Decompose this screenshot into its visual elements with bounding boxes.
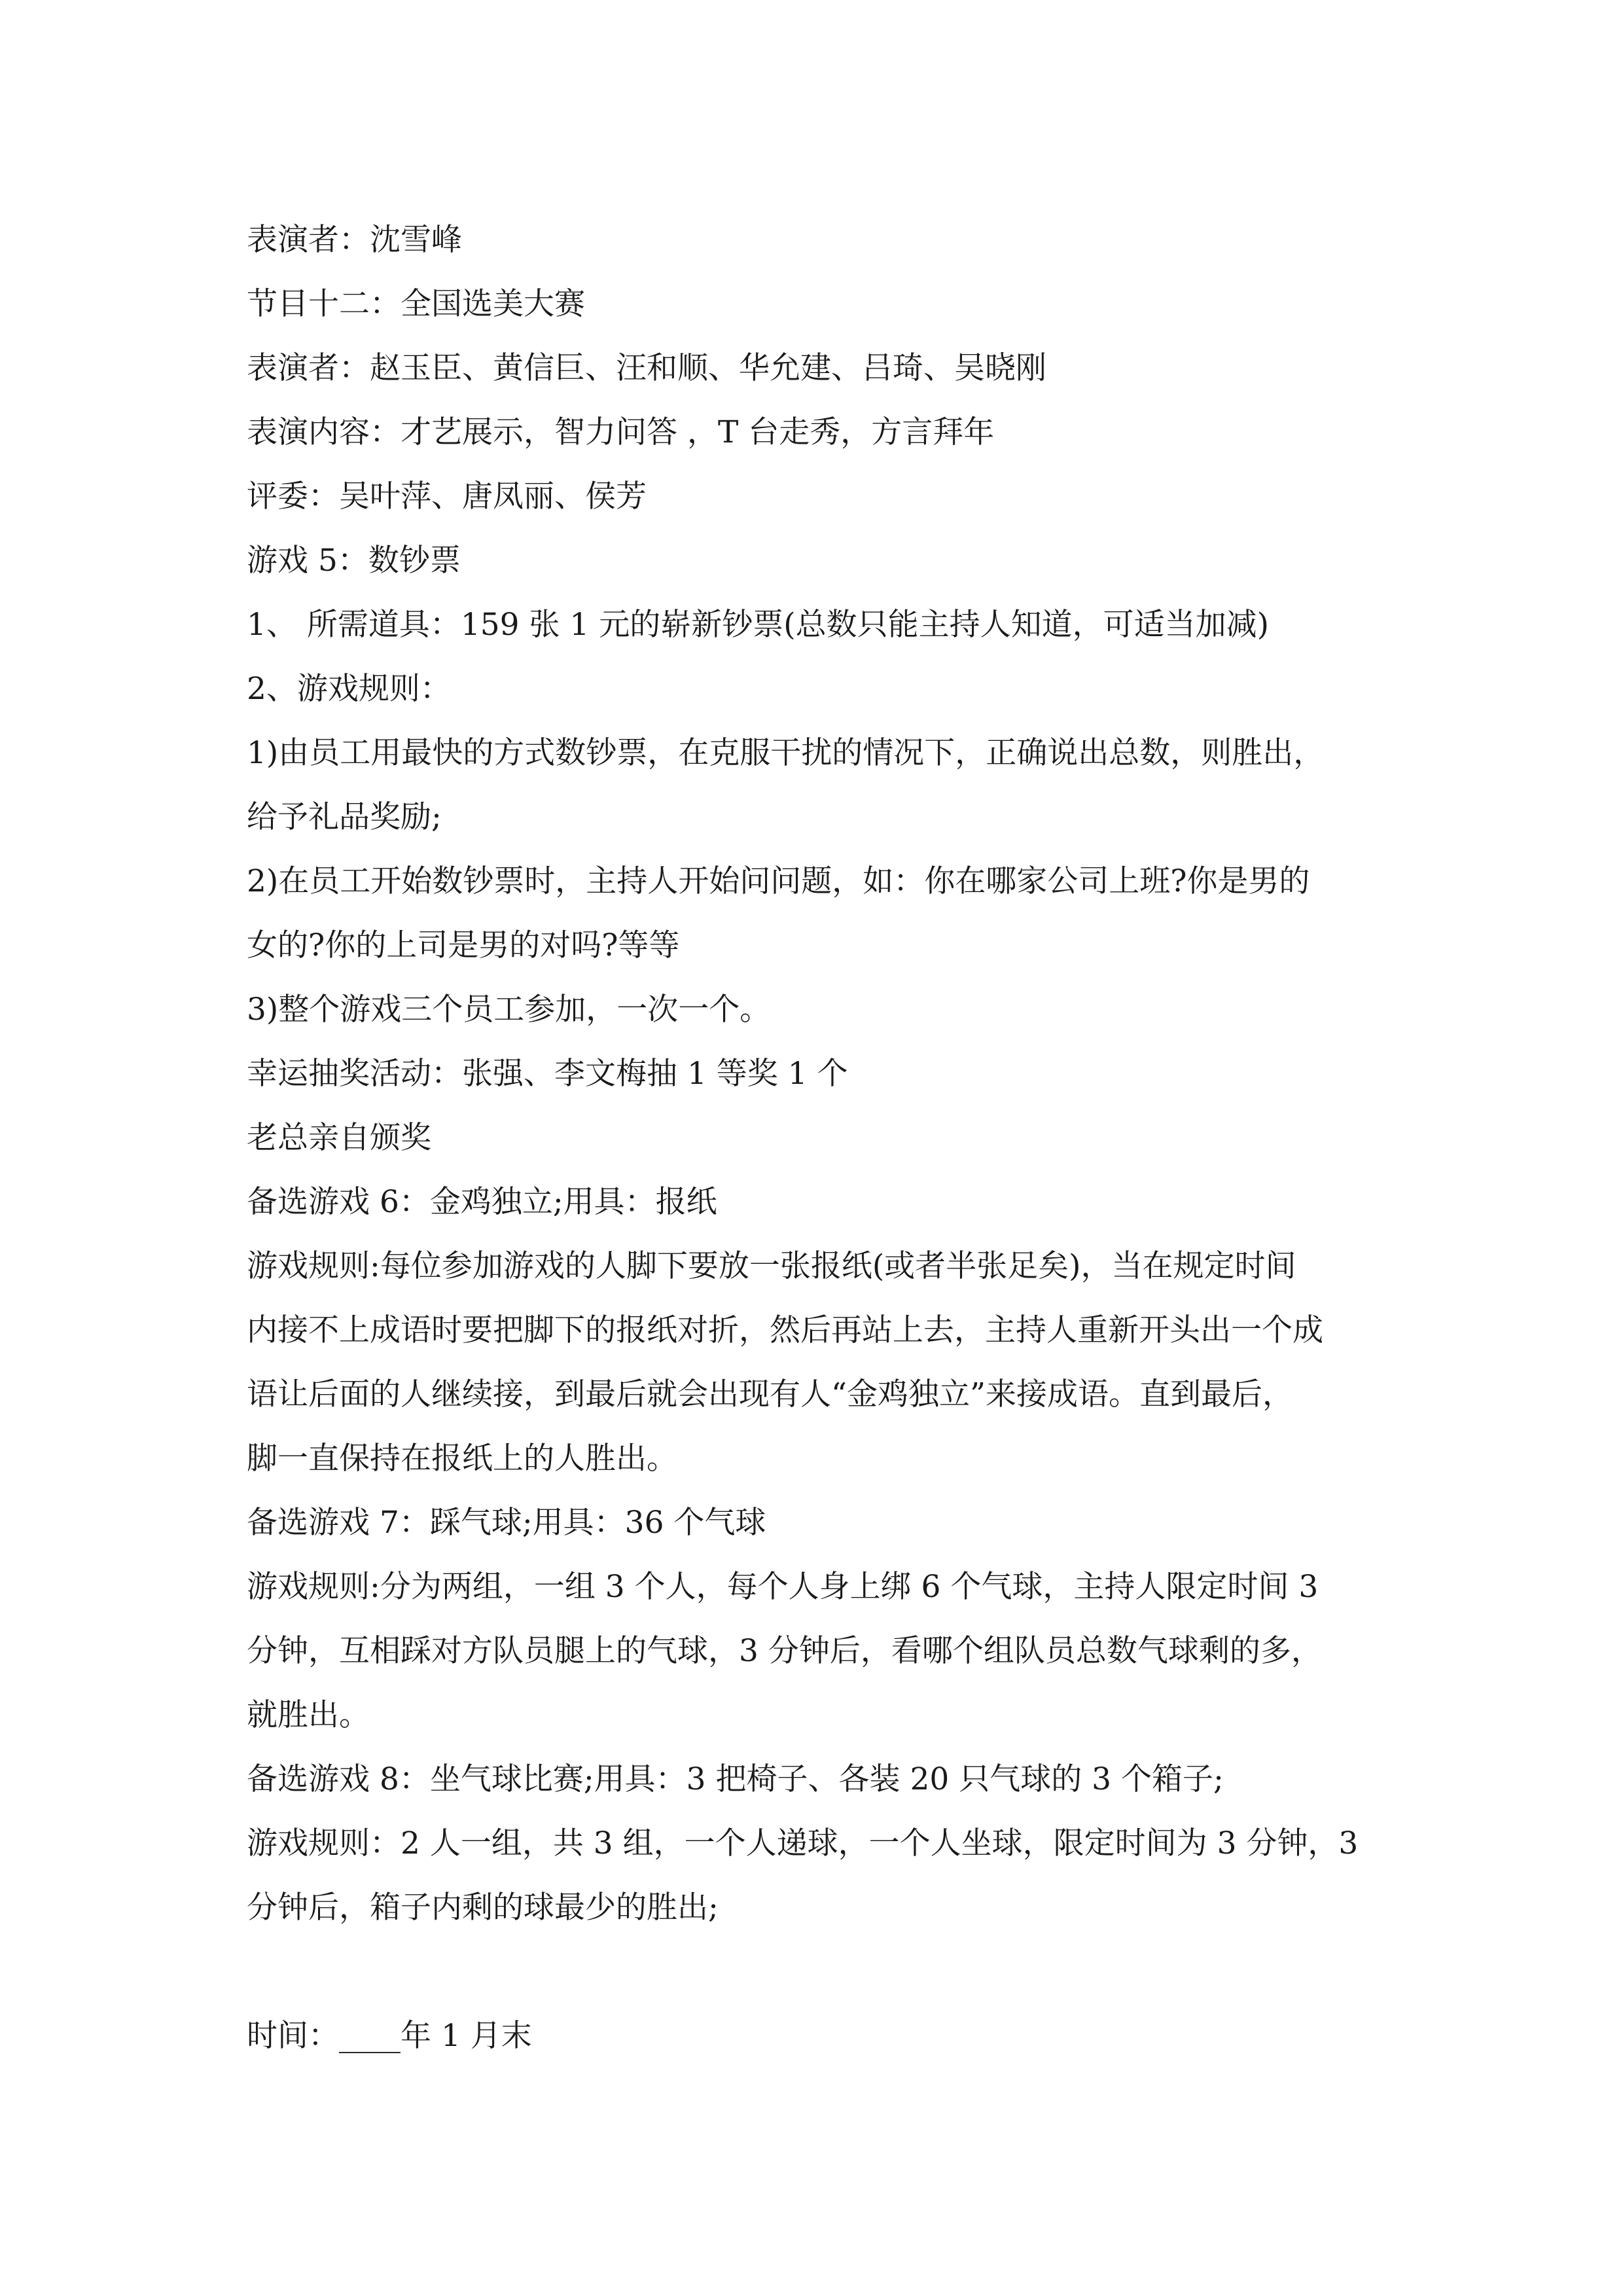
text-line: 表演者：赵玉臣、黄信巨、汪和顺、华允建、吕琦、吴晓刚: [247, 350, 1046, 386]
text-line: 备选游戏 6：金鸡独立;用具：报纸: [247, 1184, 717, 1220]
text-line: 表演内容：才艺展示，智力问答 ，T 台走秀，方言拜年: [247, 414, 995, 450]
text-line: 内接不上成语时要把脚下的报纸对折，然后再站上去，主持人重新开头出一个成: [247, 1312, 1323, 1348]
text-line: 备选游戏 8：坐气球比赛;用具：3 把椅子、各装 20 只气球的 3 个箱子;: [247, 1761, 1224, 1797]
text-line: 幸运抽奖活动：张强、李文梅抽 1 等奖 1 个: [247, 1056, 848, 1092]
time-suffix: 年 1 月末: [401, 2018, 532, 2054]
blank-line: [247, 1940, 1405, 2004]
text-line: 1)由员工用最快的方式数钞票，在克服干扰的情况下，正确说出总数，则胜出，: [247, 735, 1325, 771]
text-line: 脚一直保持在报纸上的人胜出。: [247, 1441, 677, 1477]
text-line: 游戏规则:每位参加游戏的人脚下要放一张报纸(或者半张足矣)，当在规定时间: [247, 1248, 1296, 1284]
text-line: 给予礼品奖励;: [247, 799, 442, 835]
text-line: 节目十二：全国选美大赛: [247, 286, 585, 322]
text-line: 分钟，互相踩对方队员腿上的气球，3 分钟后，看哪个组队员总数气球剩的多，: [247, 1633, 1322, 1669]
text-line: 2)在员工开始数钞票时，主持人开始问问题，如：你在哪家公司上班?你是男的: [247, 863, 1310, 899]
document-body: [247, 208, 1405, 2068]
text-line: 1、 所需道具：159 张 1 元的崭新钞票(总数只能主持人知道，可适当加减): [247, 607, 1269, 643]
text-line: 评委：吴叶萍、唐凤丽、侯芳: [247, 478, 647, 514]
text-line: 游戏 5：数钞票: [247, 543, 461, 579]
text-line: 游戏规则:分为两组，一组 3 个人，每个人身上绑 6 个气球，主持人限定时间 3: [247, 1569, 1319, 1605]
text-line: 女的?你的上司是男的对吗?等等: [247, 927, 680, 963]
text-line: 表演者：沈雪峰: [247, 222, 462, 258]
text-line: 备选游戏 7：踩气球;用具：36 个气球: [247, 1505, 766, 1541]
time-blank: ____: [339, 2018, 401, 2054]
text-line: 语让后面的人继续接，到最后就会出现有人“金鸡独立”来接成语。直到最后，: [247, 1376, 1294, 1412]
text-line: 老总亲自颁奖: [247, 1120, 431, 1156]
time-line: [247, 2004, 1405, 2068]
time-label: 时间：: [247, 2018, 339, 2054]
text-line: 就胜出。: [247, 1697, 370, 1733]
text-line: 游戏规则：2 人一组，共 3 组，一个人递球，一个人坐球，限定时间为 3 分钟，3: [247, 1825, 1359, 1861]
text-line: 2、游戏规则：: [247, 671, 451, 707]
text-line: 分钟后，箱子内剩的球最少的胜出;: [247, 1890, 719, 1926]
text-line: 3)整个游戏三个员工参加，一次一个。: [247, 992, 771, 1028]
